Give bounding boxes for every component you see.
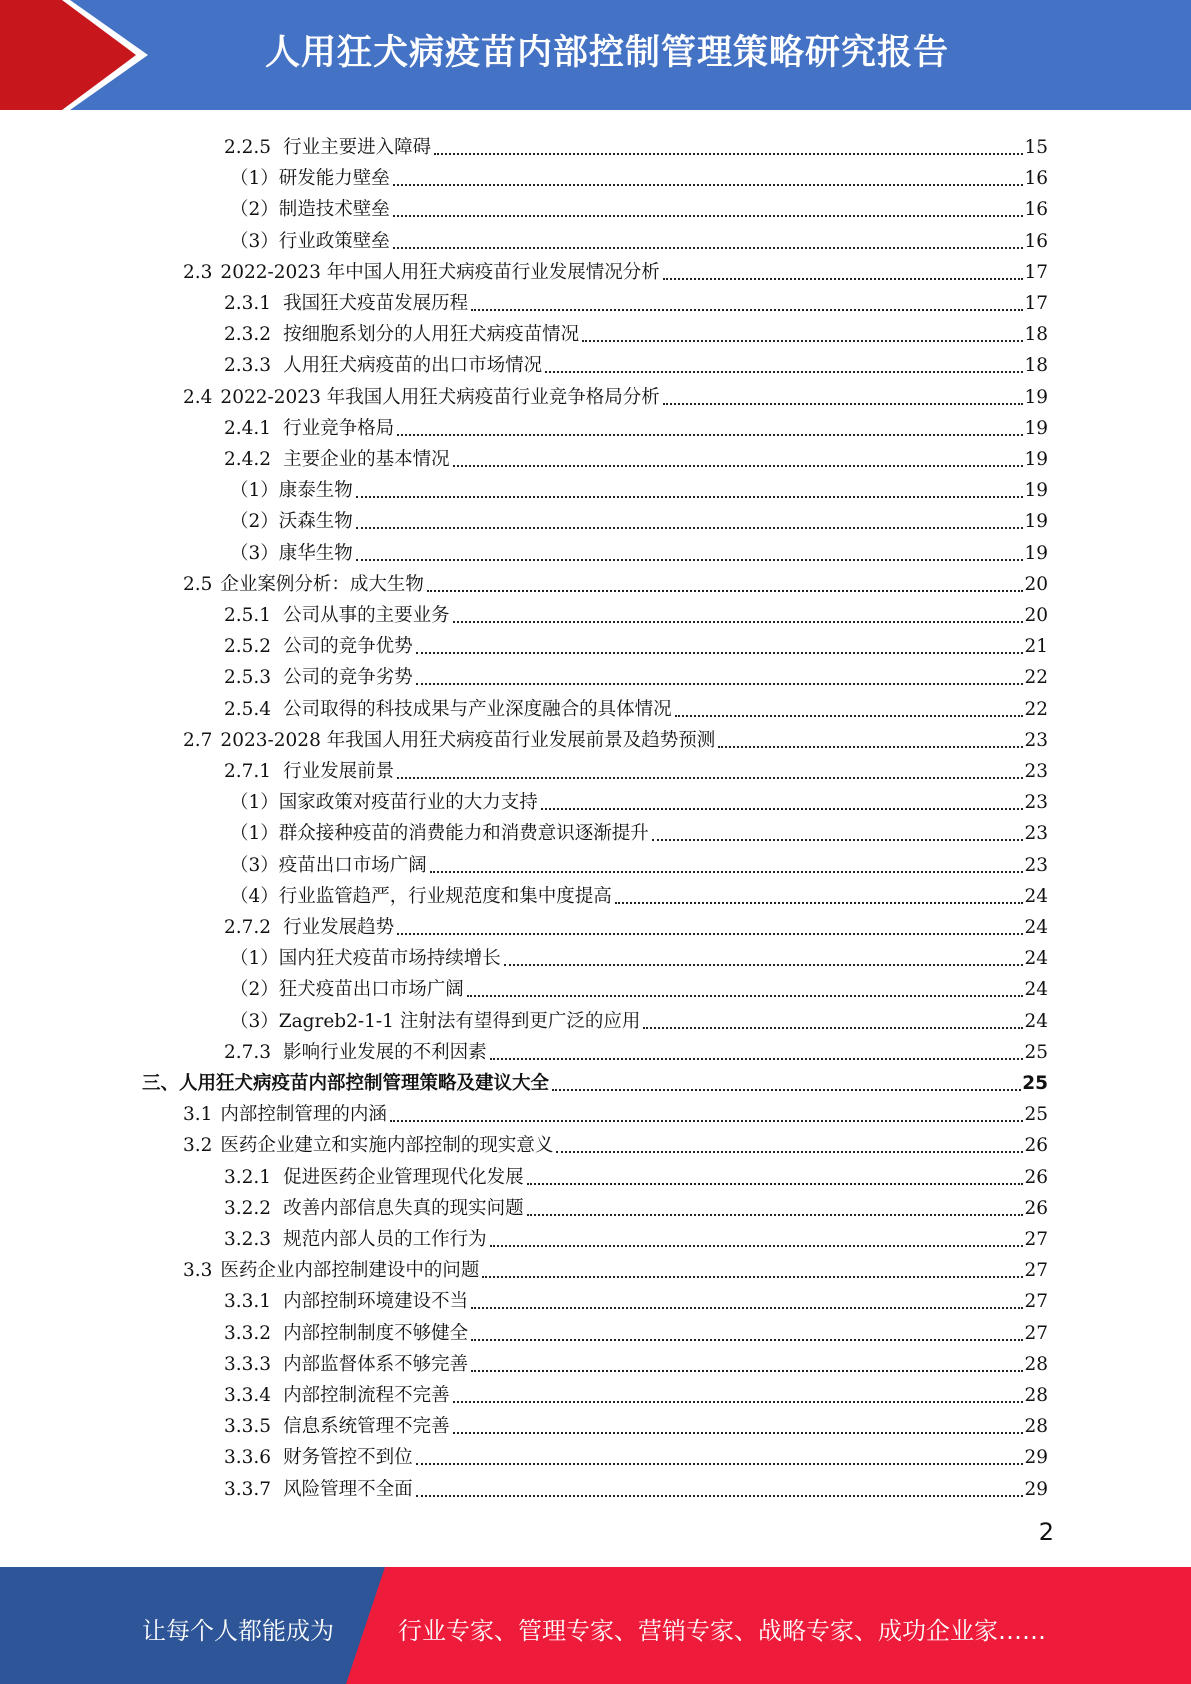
toc-leader-dots [545, 371, 1023, 373]
toc-entry[interactable] [230, 190, 1048, 221]
toc-leader-dots [718, 746, 1023, 748]
toc-entry-title: 内部控制制度不够健全 [283, 1323, 469, 1344]
toc-entry-page: 23 [1024, 792, 1048, 813]
toc-leader-dots [482, 1276, 1023, 1278]
toc-entry-number: 3.3.1 [224, 1291, 272, 1312]
toc-entry-page: 19 [1024, 449, 1048, 470]
toc-entry[interactable] [183, 565, 1048, 596]
toc-leader-dots [643, 1027, 1023, 1029]
toc-entry-number: 2.7.2 [224, 917, 272, 938]
toc-entry-page: 22 [1024, 667, 1048, 688]
toc-entry[interactable] [224, 1438, 1048, 1469]
toc-leader-dots [453, 621, 1024, 623]
toc-entry[interactable] [183, 1251, 1048, 1282]
toc-entry-page: 15 [1024, 137, 1048, 158]
toc-entry[interactable] [224, 1033, 1048, 1064]
toc-entry-number: 2.2.5 [224, 137, 272, 158]
toc-entry[interactable] [224, 690, 1048, 721]
toc-entry[interactable] [224, 1282, 1048, 1313]
toc-entry-title: 我国狂犬疫苗发展历程 [283, 293, 469, 314]
toc-entry-page: 24 [1024, 917, 1048, 938]
toc-entry-number: 3.2.1 [224, 1167, 272, 1188]
toc-leader-dots [552, 1089, 1021, 1091]
toc-entry-title: 2022-2023 年我国人用狂犬病疫苗行业竞争格局分析 [220, 387, 660, 408]
footer-banner [0, 1567, 1191, 1684]
toc-entry[interactable] [230, 222, 1048, 253]
toc-entry-page: 23 [1024, 855, 1048, 876]
toc-entry-page: 25 [1022, 1073, 1048, 1094]
toc-leader-dots [356, 496, 1024, 498]
toc-entry[interactable] [224, 627, 1048, 658]
toc-entry-number: （1） [230, 948, 279, 969]
toc-entry-title: 内部控制环境建设不当 [283, 1291, 469, 1312]
toc-entry-title: 2022-2023 年中国人用狂犬病疫苗行业发展情况分析 [220, 262, 660, 283]
toc-entry-title: 公司取得的科技成果与产业深度融合的具体情况 [283, 699, 672, 720]
toc-entry[interactable] [224, 1376, 1048, 1407]
toc-entry-page: 20 [1024, 574, 1048, 595]
toc-entry-number: 2.3.2 [224, 324, 272, 345]
toc-entry-number: 3.2.2 [224, 1198, 272, 1219]
toc-entry-page: 26 [1024, 1198, 1048, 1219]
toc-entry-page: 29 [1024, 1479, 1048, 1500]
toc-entry-page: 20 [1024, 605, 1048, 626]
toc-entry-page: 29 [1024, 1447, 1048, 1468]
toc-leader-dots [527, 1214, 1024, 1216]
toc-entry-page: 23 [1024, 761, 1048, 782]
toc-leader-dots [453, 465, 1024, 467]
toc-entry-title: 行业主要进入障碍 [283, 137, 432, 158]
toc-leader-dots [427, 590, 1024, 592]
toc-entry-number: 3.3.6 [224, 1447, 272, 1468]
toc-entry-page: 23 [1024, 730, 1048, 751]
toc-entry-title: 2023-2028 年我国人用狂犬病疫苗行业发展前景及趋势预测 [220, 730, 716, 751]
toc-entry-page: 26 [1024, 1167, 1048, 1188]
toc-entry-page: 27 [1024, 1260, 1048, 1281]
toc-entry[interactable] [230, 814, 1048, 845]
toc-entry-number: 3.2.3 [224, 1229, 272, 1250]
toc-entry[interactable] [224, 658, 1048, 689]
toc-entry-page: 23 [1024, 823, 1048, 844]
toc-leader-dots [393, 215, 1024, 217]
toc-entry[interactable] [224, 752, 1048, 783]
toc-entry-page: 27 [1024, 1229, 1048, 1250]
toc-entry-number: 3.3 [183, 1260, 213, 1281]
toc-entry-number: 2.4 [183, 387, 213, 408]
toc-entry[interactable] [230, 783, 1048, 814]
toc-entry-number: 3.1 [183, 1104, 213, 1125]
toc-entry-title: 行业竞争格局 [283, 418, 395, 439]
toc-entry-title: 公司的竞争劣势 [283, 667, 413, 688]
toc-entry[interactable] [224, 596, 1048, 627]
toc-entry[interactable] [224, 1158, 1048, 1189]
toc-leader-dots [582, 340, 1023, 342]
toc-entry-page: 28 [1024, 1385, 1048, 1406]
toc-entry-page: 19 [1024, 543, 1048, 564]
toc-leader-dots [416, 1463, 1024, 1465]
toc-entry[interactable] [224, 315, 1048, 346]
toc-entry[interactable] [224, 1345, 1048, 1376]
toc-entry-page: 24 [1024, 886, 1048, 907]
toc-leader-dots [390, 1120, 1024, 1122]
toc-entry[interactable] [230, 970, 1048, 1001]
toc-entry-page: 16 [1024, 168, 1048, 189]
toc-entry[interactable] [183, 1126, 1048, 1157]
toc-leader-dots [393, 247, 1024, 249]
toc-entry-number: （4） [230, 886, 279, 907]
toc-leader-dots [471, 1370, 1023, 1372]
toc-leader-dots [471, 1307, 1023, 1309]
toc-entry-title: 改善内部信息失真的现实问题 [283, 1198, 524, 1219]
toc-leader-dots [663, 278, 1024, 280]
toc-entry-title: 人用狂犬病疫苗内部控制管理策略及建议大全 [179, 1073, 550, 1094]
toc-entry-title: 国家政策对疫苗行业的大力支持 [278, 792, 538, 813]
toc-entry[interactable] [230, 846, 1048, 877]
toc-entry-page: 18 [1024, 324, 1048, 345]
toc-entry-title: Zagreb2-1-1 注射法有望得到更广泛的应用 [278, 1011, 641, 1032]
toc-entry[interactable] [224, 284, 1048, 315]
toc-entry-number: 2.4.1 [224, 418, 272, 439]
toc-leader-dots [397, 933, 1023, 935]
toc-entry-page: 26 [1024, 1135, 1048, 1156]
toc-entry-number: （2） [230, 511, 279, 532]
toc-entry-title: 内部控制管理的内涵 [220, 1104, 387, 1125]
toc-entry-title: 行业政策壁垒 [278, 231, 390, 252]
toc-entry[interactable] [230, 159, 1048, 190]
toc-entry-title: 人用狂犬病疫苗的出口市场情况 [283, 355, 543, 376]
toc-entry[interactable] [142, 1064, 1048, 1095]
toc-entry-title: 按细胞系划分的人用狂犬病疫苗情况 [283, 324, 580, 345]
toc-entry-number: 2.5.3 [224, 667, 272, 688]
toc-leader-dots [471, 309, 1023, 311]
toc-entry-number: 2.3.3 [224, 355, 272, 376]
toc-entry-title: 群众接种疫苗的消费能力和消费意识逐渐提升 [278, 823, 649, 844]
toc-entry-title: 行业发展趋势 [283, 917, 395, 938]
toc-entry-title: 企业案例分析：成大生物 [220, 574, 424, 595]
toc-leader-dots [471, 1339, 1023, 1341]
toc-entry-page: 18 [1024, 355, 1048, 376]
toc-entry[interactable] [224, 908, 1048, 939]
toc-entry-title: 主要企业的基本情况 [283, 449, 450, 470]
toc-entry[interactable] [224, 409, 1048, 440]
toc-leader-dots [416, 652, 1024, 654]
toc-entry-page: 19 [1024, 418, 1048, 439]
toc-leader-dots [416, 1495, 1024, 1497]
toc-entry-page: 27 [1024, 1323, 1048, 1344]
toc-entry-page: 16 [1024, 231, 1048, 252]
toc-entry-number: （2） [230, 199, 279, 220]
toc-entry-page: 16 [1024, 199, 1048, 220]
toc-entry-title: 狂犬疫苗出口市场广阔 [278, 979, 464, 1000]
toc-leader-dots [453, 1401, 1024, 1403]
toc-leader-dots [527, 1183, 1024, 1185]
toc-entry-title: 公司的竞争优势 [283, 636, 413, 657]
toc-entry-number: 2.4.2 [224, 449, 272, 470]
toc-entry-title: 促进医药企业管理现代化发展 [283, 1167, 524, 1188]
toc-entry-title: 医药企业内部控制建设中的问题 [220, 1260, 480, 1281]
toc-entry-title: 沃森生物 [278, 511, 353, 532]
header-banner [0, 0, 1191, 110]
toc-leader-dots [652, 839, 1024, 841]
toc-leader-dots [356, 559, 1024, 561]
toc-entry[interactable] [230, 877, 1048, 908]
toc-leader-dots [434, 153, 1023, 155]
toc-entry-title: 康华生物 [278, 543, 353, 564]
toc-entry-title: 医药企业建立和实施内部控制的现实意义 [220, 1135, 554, 1156]
toc-entry[interactable] [224, 346, 1048, 377]
toc-entry[interactable] [230, 471, 1048, 502]
toc-entry-number: （2） [230, 979, 279, 1000]
toc-entry-title: 行业监管趋严，行业规范度和集中度提高 [278, 886, 612, 907]
toc-entry-number: 2.5.4 [224, 699, 272, 720]
toc-leader-dots [397, 777, 1023, 779]
toc-leader-dots [490, 1058, 1024, 1060]
toc-entry[interactable] [224, 1314, 1048, 1345]
toc-entry-title: 国内狂犬疫苗市场持续增长 [278, 948, 501, 969]
toc-leader-dots [416, 683, 1024, 685]
toc-entry-number: 3.3.4 [224, 1385, 272, 1406]
toc-entry-number: 2.7 [183, 730, 213, 751]
toc-entry-title: 信息系统管理不完善 [283, 1416, 450, 1437]
toc-leader-dots [675, 715, 1024, 717]
toc-entry[interactable] [224, 1470, 1048, 1501]
footer-slogan-left: 让每个人都能成为 [142, 1617, 334, 1645]
toc-entry[interactable] [230, 1002, 1048, 1033]
toc-entry-title: 疫苗出口市场广阔 [278, 855, 427, 876]
toc-entry-number: （1） [230, 480, 279, 501]
toc-entry[interactable] [224, 440, 1048, 471]
toc-leader-dots [663, 403, 1024, 405]
toc-entry[interactable] [224, 128, 1048, 159]
toc-entry-page: 22 [1024, 699, 1048, 720]
toc-entry-number: 2.7.3 [224, 1042, 272, 1063]
toc-entry-number: （1） [230, 168, 279, 189]
toc-entry[interactable] [230, 502, 1048, 533]
footer-slogan-right: 行业专家、管理专家、营销专家、战略专家、成功企业家…… [398, 1617, 1046, 1645]
toc-entry-number: （3） [230, 543, 279, 564]
toc-entry[interactable] [224, 1220, 1048, 1251]
toc-entry-title: 规范内部人员的工作行为 [283, 1229, 487, 1250]
toc-entry-title: 影响行业发展的不利因素 [283, 1042, 487, 1063]
toc-entry[interactable] [224, 1189, 1048, 1220]
page-number: 2 [1038, 1518, 1054, 1546]
toc-entry-number: 三、 [142, 1073, 180, 1094]
toc-entry-title: 风险管理不全面 [283, 1479, 413, 1500]
toc-entry-title: 内部控制流程不完善 [283, 1385, 450, 1406]
toc-leader-dots [504, 964, 1024, 966]
toc-entry[interactable] [183, 1095, 1048, 1126]
toc-entry-title: 康泰生物 [278, 480, 353, 501]
toc-leader-dots [615, 902, 1024, 904]
toc-entry-page: 27 [1024, 1291, 1048, 1312]
toc-leader-dots [541, 808, 1024, 810]
toc-leader-dots [356, 527, 1024, 529]
toc-leader-dots [556, 1151, 1023, 1153]
toc-entry-title: 财务管控不到位 [283, 1447, 413, 1468]
toc-entry-page: 17 [1024, 262, 1048, 283]
toc-entry-number: 3.3.2 [224, 1323, 272, 1344]
toc-entry-number: 2.5.2 [224, 636, 272, 657]
toc-leader-dots [397, 434, 1023, 436]
toc-entry[interactable] [230, 534, 1048, 565]
toc-leader-dots [467, 995, 1024, 997]
toc-entry-page: 24 [1024, 979, 1048, 1000]
toc-entry-number: 2.5.1 [224, 605, 272, 626]
toc-entry-page: 24 [1024, 1011, 1048, 1032]
toc-entry-page: 28 [1024, 1354, 1048, 1375]
toc-entry-number: 3.2 [183, 1135, 213, 1156]
toc-leader-dots [490, 1245, 1024, 1247]
toc-entry-page: 24 [1024, 948, 1048, 969]
toc-entry-number: 2.3 [183, 262, 213, 283]
toc-entry-title: 公司从事的主要业务 [283, 605, 450, 626]
toc-leader-dots [430, 871, 1024, 873]
toc-entry-title: 制造技术壁垒 [278, 199, 390, 220]
toc-entry-number: （3） [230, 855, 279, 876]
toc-entry-number: 3.3.3 [224, 1354, 272, 1375]
toc-entry[interactable] [224, 1407, 1048, 1438]
document-title: 人用狂犬病疫苗内部控制管理策略研究报告 [265, 33, 950, 73]
toc-entry-title: 研发能力壁垒 [278, 168, 390, 189]
toc-entry[interactable] [183, 253, 1048, 284]
toc-entry-page: 28 [1024, 1416, 1048, 1437]
toc-entry-page: 19 [1024, 387, 1048, 408]
toc-entry[interactable] [230, 939, 1048, 970]
toc-entry-page: 21 [1024, 636, 1048, 657]
toc-entry-number: 3.3.7 [224, 1479, 272, 1500]
toc-entry-page: 19 [1024, 511, 1048, 532]
toc-entry-number: （3） [230, 231, 279, 252]
toc-entry[interactable] [183, 721, 1048, 752]
toc-entry-number: 3.3.5 [224, 1416, 272, 1437]
toc-entry-number: （1） [230, 792, 279, 813]
toc-entry-number: （3） [230, 1011, 279, 1032]
toc-entry-title: 内部监督体系不够完善 [283, 1354, 469, 1375]
toc-entry-page: 25 [1024, 1042, 1048, 1063]
toc-entry-number: 2.7.1 [224, 761, 272, 782]
toc-entry-number: 2.5 [183, 574, 213, 595]
toc-entry[interactable] [183, 378, 1048, 409]
toc-leader-dots [453, 1432, 1024, 1434]
toc-leader-dots [393, 184, 1024, 186]
toc-entry-page: 25 [1024, 1104, 1048, 1125]
toc-entry-number: 2.3.1 [224, 293, 272, 314]
toc-entry-page: 17 [1024, 293, 1048, 314]
toc-entry-page: 19 [1024, 480, 1048, 501]
toc-entry-title: 行业发展前景 [283, 761, 395, 782]
toc-entry-number: （1） [230, 823, 279, 844]
